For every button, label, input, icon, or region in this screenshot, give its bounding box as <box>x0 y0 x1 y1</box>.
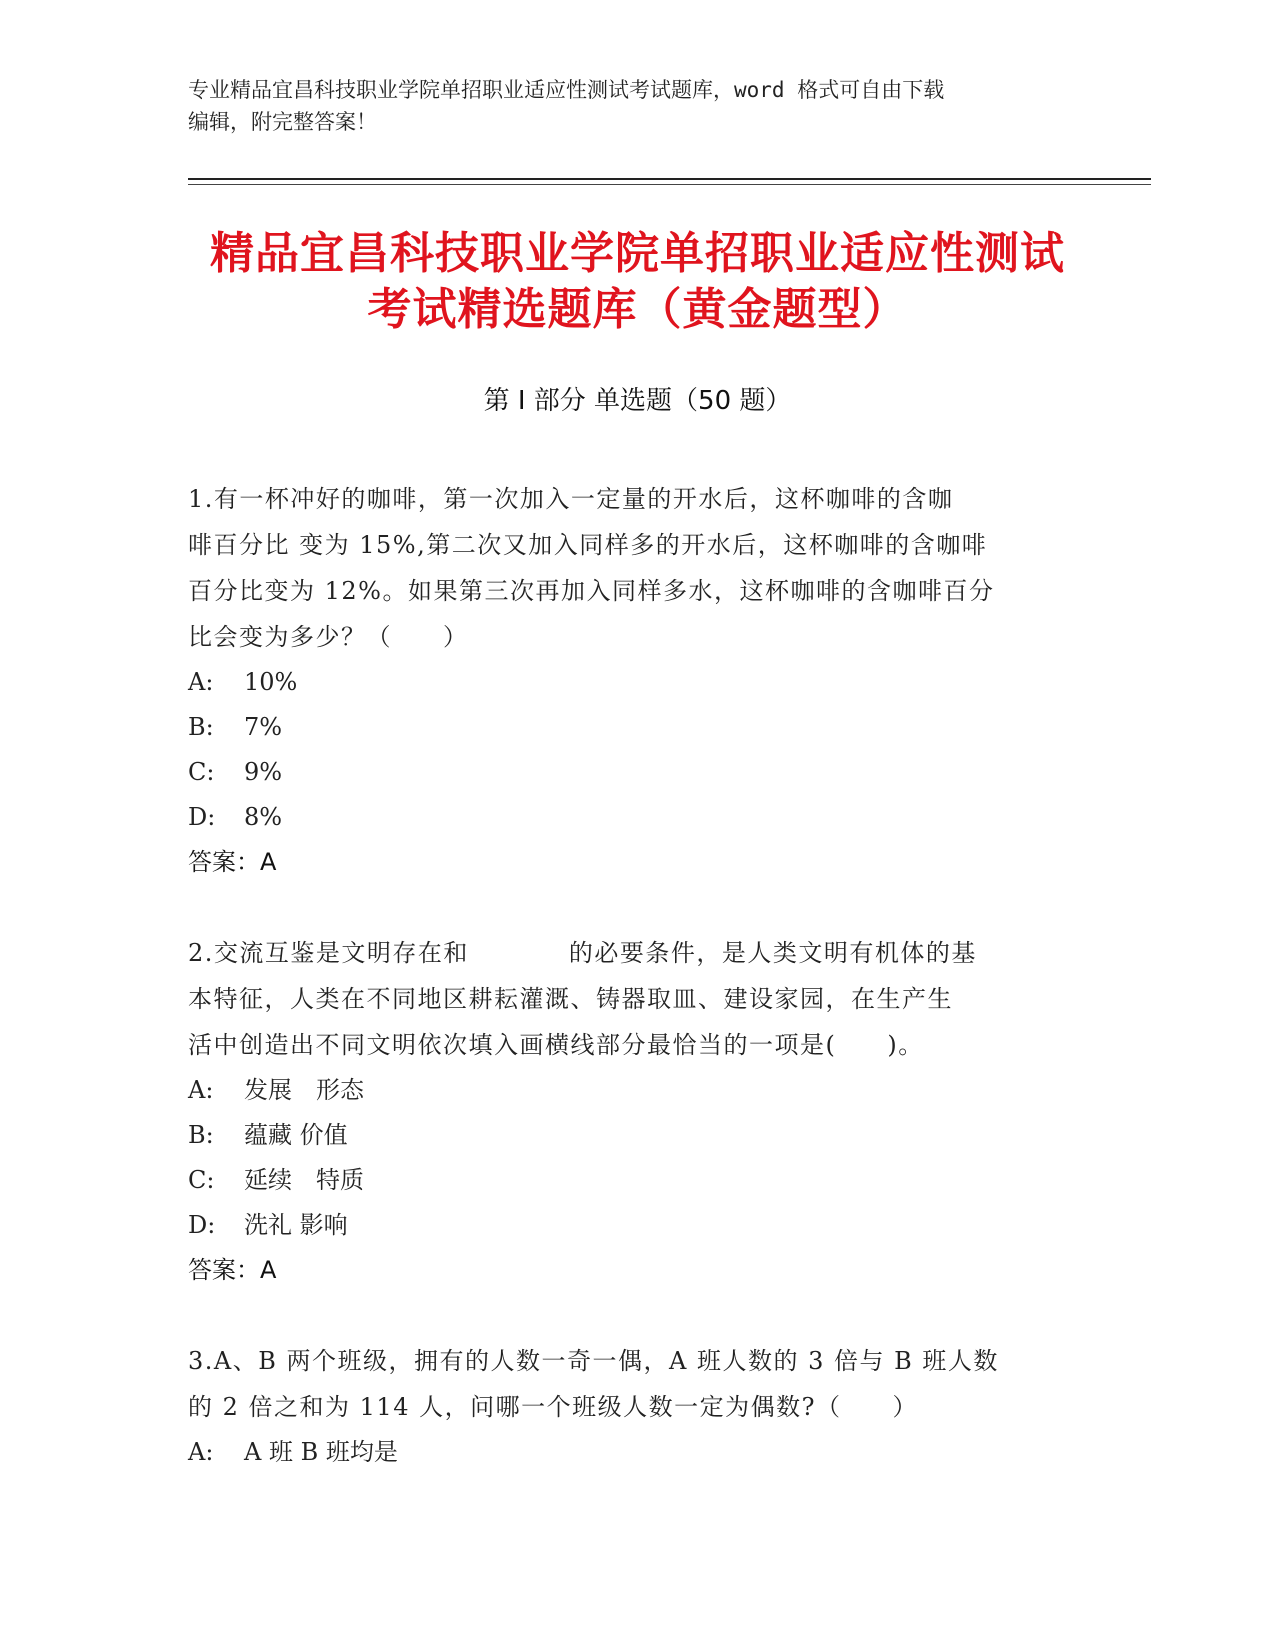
question-2-option-b <box>188 1113 1088 1158</box>
option-letter: D: <box>188 803 216 831</box>
section-title: 第 I 部分 单选题（50 题） <box>483 386 792 416</box>
question-2-line-1-after-blank: 的必要条件，是人类文明有机体的基 <box>568 939 977 967</box>
option-letter: C: <box>188 1166 215 1194</box>
question-1-option-c <box>188 750 1088 795</box>
header-note <box>188 74 1088 138</box>
question-2 <box>188 930 1088 1293</box>
document-title-line-1: 精品宜昌科技职业学院单招职业适应性测试 <box>210 228 1065 279</box>
header-divider-thick <box>188 178 1151 180</box>
question-1-option-a <box>188 660 1088 705</box>
header-note-line-2: 编辑，附完整答案！ <box>188 110 377 134</box>
option-text: 发展 形态 <box>244 1076 364 1104</box>
question-2-line-2: 本特征，人类在不同地区耕耘灌溉、铸器取皿、建设家园，在生产生 <box>188 985 953 1013</box>
option-text: 延续 特质 <box>244 1166 364 1194</box>
option-letter: A: <box>188 668 214 696</box>
question-1 <box>188 476 1088 885</box>
question-1-line-3: 百分比变为 12%。如果第三次再加入同样多水，这杯咖啡的含咖啡百分 <box>188 577 995 605</box>
option-letter: D: <box>188 1211 216 1239</box>
option-letter: B: <box>188 1121 214 1149</box>
question-1-line-1: 1.有一杯冲好的咖啡，第一次加入一定量的开水后，这杯咖啡的含咖 <box>188 485 954 513</box>
option-text: 蕴藏 价值 <box>244 1121 348 1149</box>
document-title <box>150 226 1125 338</box>
option-text: 洗礼 影响 <box>244 1211 348 1239</box>
question-2-line-1 <box>188 930 1088 976</box>
question-2-answer: 答案：A <box>188 1256 277 1284</box>
question-3-option-a <box>188 1430 1088 1475</box>
option-text: 9% <box>244 758 283 786</box>
question-1-option-d <box>188 795 1088 840</box>
question-3-line-1: 3.A、B 两个班级，拥有的人数一奇一偶，A 班人数的 3 倍与 B 班人数 <box>188 1347 999 1375</box>
question-2-option-a <box>188 1068 1088 1113</box>
header-divider-thin <box>188 184 1151 185</box>
option-letter: A: <box>188 1076 214 1104</box>
question-1-stem <box>188 476 1088 660</box>
option-text: 10% <box>244 668 298 696</box>
header-note-line-1: 专业精品宜昌科技职业学院单招职业适应性测试考试题库，word 格式可自由下载 <box>188 78 945 102</box>
option-text: 8% <box>244 803 283 831</box>
question-2-option-c <box>188 1158 1088 1203</box>
question-3-stem <box>188 1338 1088 1430</box>
question-2-line-3: 活中创造出不同文明依次填入画横线部分最恰当的一项是( )。 <box>188 1031 924 1059</box>
question-1-option-b <box>188 705 1088 750</box>
question-3-line-2: 的 2 倍之和为 114 人，问哪一个班级人数一定为偶数?（ ） <box>188 1393 918 1421</box>
option-letter: C: <box>188 758 215 786</box>
option-letter: B: <box>188 713 214 741</box>
question-2-option-d <box>188 1203 1088 1248</box>
question-1-line-4: 比会变为多少？（ ） <box>188 623 469 651</box>
option-text: 7% <box>244 713 283 741</box>
option-letter: A: <box>188 1438 214 1466</box>
question-1-answer: 答案：A <box>188 848 277 876</box>
question-2-stem <box>188 930 1088 1068</box>
question-1-line-2: 啡百分比 变为 15%,第二次又加入同样多的开水后，这杯咖啡的含咖啡 <box>188 531 988 559</box>
question-3 <box>188 1338 1088 1475</box>
option-text: A 班 B 班均是 <box>244 1438 398 1466</box>
document-title-line-2: 考试精选题库（黄金题型） <box>367 284 908 335</box>
question-2-line-1-before-blank: 2.交流互鉴是文明存在和 <box>188 939 469 967</box>
